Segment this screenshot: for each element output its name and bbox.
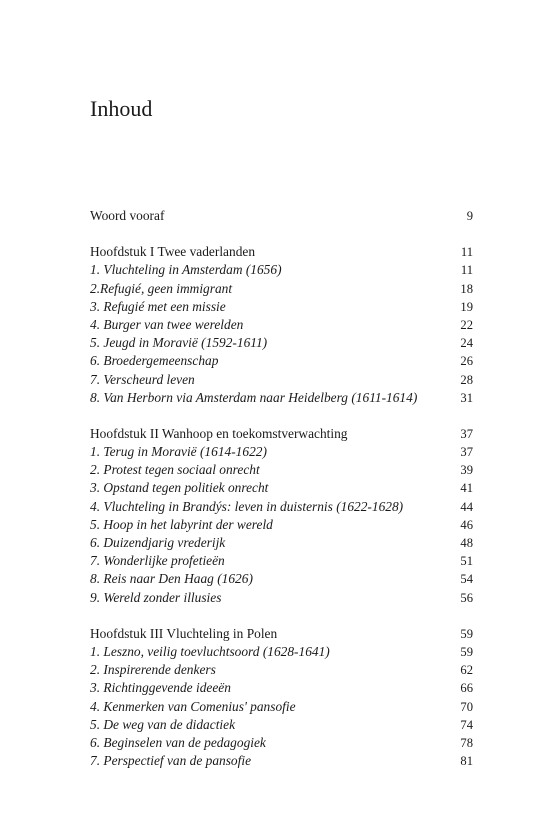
toc-section-page: 26 — [460, 354, 473, 369]
toc-section-entry — [90, 589, 473, 607]
toc-section-title: 5. De weg van de didactiek — [90, 716, 236, 732]
toc-chapter-page: 37 — [460, 426, 473, 441]
toc-section-title: 4. Burger van twee werelden — [90, 316, 244, 332]
toc-section-page: 11 — [460, 263, 473, 278]
toc-section-entry — [90, 716, 473, 734]
toc-section-entry — [90, 534, 473, 552]
toc-entry-page: 9 — [466, 209, 473, 223]
toc-section-entry — [90, 316, 473, 334]
toc-section-page: 37 — [460, 445, 473, 460]
toc-section-title: 3. Refugié met een missie — [90, 298, 226, 314]
toc-section-title: 3. Richtinggevende ideeën — [90, 680, 231, 696]
toc-section-entry — [90, 371, 473, 389]
toc-section-page: 56 — [460, 590, 473, 605]
toc-section-page: 44 — [460, 499, 473, 514]
toc-section-entry — [90, 280, 473, 298]
toc-section-page: 46 — [460, 517, 473, 532]
toc-section-entry — [90, 516, 473, 534]
toc-section-entry — [90, 443, 473, 461]
toc-section-title: 1. Vluchteling in Amsterdam (1656) — [90, 262, 282, 278]
toc-section-page: 22 — [460, 317, 473, 332]
toc-section-title: 1. Leszno, veilig toevluchtsoord (1628-1641) — [90, 643, 330, 659]
toc-section-title: 4. Vluchteling in Brandýs: leven in duisternis (1622-1628) — [90, 498, 404, 514]
toc-chapter-page: 11 — [460, 245, 473, 260]
toc-chapter-title: Hoofdstuk II Wanhoop en toekomstverwachting — [90, 425, 348, 441]
toc-section-title: 8. Van Herborn via Amsterdam naar Heidelberg (1611-1614) — [90, 389, 418, 405]
toc-section-title: 9. Wereld zonder illusies — [90, 589, 222, 605]
toc-section-page: 78 — [460, 735, 473, 750]
toc-section-title: 7. Perspectief van de pansofie — [90, 753, 252, 769]
toc-section-page: 31 — [460, 390, 473, 405]
toc-section-title: 2.Refugié, geen immigrant — [90, 280, 233, 296]
toc-section-entry — [90, 679, 473, 697]
toc-section-entry — [90, 334, 473, 352]
toc-section-entry — [90, 389, 473, 407]
toc-section-entry — [90, 752, 473, 770]
toc-section-page: 59 — [460, 644, 473, 659]
toc-section-page: 74 — [460, 717, 473, 732]
toc-section-entry — [90, 479, 473, 497]
toc-section-title: 4. Kenmerken van Comenius' pansofie — [90, 698, 296, 714]
toc-section-entry — [90, 661, 473, 679]
toc-section-page: 19 — [460, 299, 473, 314]
toc-section-page: 54 — [460, 572, 473, 587]
toc-section-page: 28 — [460, 372, 473, 387]
toc-chapter-heading — [90, 625, 473, 643]
toc-section-entry — [90, 552, 473, 570]
toc-chapter-heading — [90, 243, 473, 261]
toc-section-entry — [90, 498, 473, 516]
toc-section-page: 66 — [460, 681, 473, 696]
table-of-contents — [90, 207, 473, 770]
toc-section-entry — [90, 261, 473, 279]
toc-section-title: 8. Reis naar Den Haag (1626) — [90, 571, 253, 587]
toc-section-title: 7. Wonderlijke profetieën — [90, 553, 225, 569]
toc-section-page: 39 — [460, 463, 473, 478]
toc-section-entry — [90, 570, 473, 588]
toc-section-entry — [90, 298, 473, 316]
toc-section-title: 7. Verscheurd leven — [90, 371, 195, 387]
toc-entry-preface — [90, 207, 473, 225]
toc-section-entry — [90, 698, 473, 716]
toc-section-page: 81 — [460, 754, 473, 769]
toc-section-entry — [90, 352, 473, 370]
toc-section-title: 6. Duizendjarig vrederijk — [90, 535, 226, 550]
toc-section-title: 3. Opstand tegen politiek onrecht — [90, 480, 269, 496]
toc-spacer — [90, 607, 473, 625]
toc-section-page: 24 — [460, 336, 473, 351]
toc-section-title: 2. Inspirerende denkers — [90, 662, 216, 678]
toc-section-page: 70 — [460, 699, 473, 714]
toc-section-title: 5. Jeugd in Moravië (1592-1611) — [90, 335, 268, 351]
toc-section-page: 51 — [460, 554, 473, 569]
toc-section-entry — [90, 461, 473, 479]
toc-section-title: 6. Beginselen van de pedagogiek — [90, 734, 266, 750]
toc-spacer — [90, 225, 473, 243]
toc-section-page: 41 — [460, 481, 473, 496]
toc-chapter-title: Hoofdstuk I Twee vaderlanden — [90, 244, 256, 260]
toc-chapter-page: 59 — [460, 626, 473, 641]
toc-section-page: 18 — [460, 281, 473, 296]
toc-section-title: 1. Terug in Moravië (1614-1622) — [90, 444, 267, 460]
toc-section-title: 6. Broedergemeenschap — [90, 353, 219, 369]
toc-entry-title: Woord vooraf — [90, 208, 165, 223]
toc-section-entry — [90, 643, 473, 661]
toc-section-entry — [90, 734, 473, 752]
toc-section-title: 5. Hoop in het labyrint der wereld — [90, 516, 273, 532]
toc-section-page: 48 — [460, 536, 473, 550]
toc-chapter-title: Hoofdstuk III Vluchteling in Polen — [90, 625, 278, 641]
toc-section-title: 2. Protest tegen sociaal onrecht — [90, 462, 260, 478]
toc-section-page: 62 — [460, 663, 473, 678]
toc-spacer — [90, 407, 473, 425]
toc-chapter-heading — [90, 425, 473, 443]
page-title: Inhoud — [90, 96, 153, 121]
